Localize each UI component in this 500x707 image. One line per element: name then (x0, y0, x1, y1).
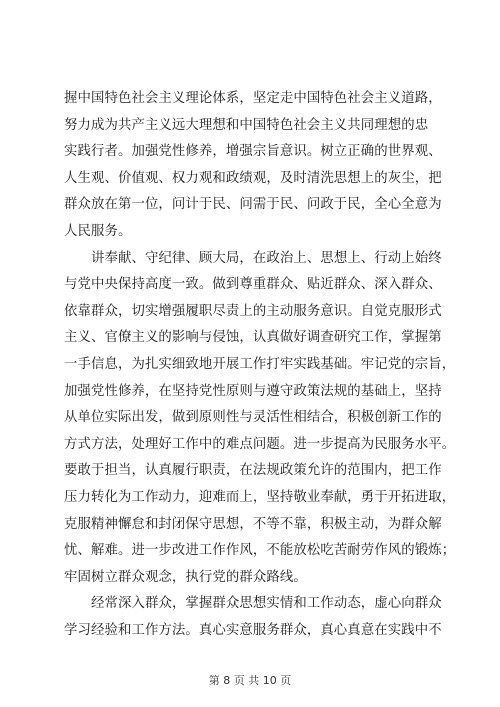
text-line: 克服精神懈怠和封闭保守思想，不等不靠，积极主动，为群众解 (64, 516, 442, 532)
text-line: 从单位实际出发，做到原则性与灵活性相结合，积极创新工作的 (64, 410, 442, 426)
body-text (64, 86, 456, 644)
text-line: 努力成为共产主义远大理想和中国特色社会主义共同理想的忠 (64, 117, 429, 133)
text-line: 要敢于担当，认真履行职责，在法规政策允许的范围内，把工作 (64, 463, 442, 479)
text-line: 主义、官僚主义的影响与侵蚀，认真做好调查研究工作，掌握第 (64, 330, 442, 346)
text-line: 忧、解难。进一步改进工作作风，不能放松吃苦耐劳作风的锻炼； (64, 543, 456, 559)
text-line: 群众放在第一位，问计于民、问需于民、问政于民，全心全意为 (64, 197, 442, 213)
text-line: 经常深入群众，掌握群众思想实情和工作动态，虚心向群众 (91, 596, 442, 612)
text-line: 人生观、价值观、权力观和政绩观，及时清洗思想上的灰尘，把 (64, 170, 442, 186)
text-line: 学习经验和工作方法。真心实意服务群众，真心真意在实践中不 (64, 622, 442, 638)
text-line: 人民服务。 (64, 223, 132, 239)
text-line: 一手信息，为扎实细致地开展工作打牢实践基础。牢记党的宗旨， (64, 356, 456, 372)
page-footer: 第 8 页 共 10 页 (208, 674, 292, 687)
text-line: 方式方法，处理好工作中的难点问题。进一步提高为民服务水平。 (64, 436, 456, 452)
text-line: 实践行者。加强党性修养，增强宗旨意识。树立正确的世界观、 (64, 144, 442, 160)
text-line: 加强党性修养，在坚持党性原则与遵守政策法规的基础上，坚持 (64, 383, 442, 399)
text-line: 压力转化为工作动力，迎难而上，坚持敬业奉献，勇于开拓进取， (64, 489, 456, 505)
text-line: 握中国特色社会主义理论体系，坚定走中国特色社会主义道路， (64, 91, 442, 106)
text-line: 与党中央保持高度一致。做到尊重群众、贴近群众、深入群众、 (64, 277, 442, 293)
text-line: 牢固树立群众观念，执行党的群众路线。 (64, 569, 307, 585)
text-line: 讲奉献、守纪律、顾大局，在政治上、思想上、行动上始终 (91, 250, 442, 266)
text-line: 依靠群众，切实增强履职尽责上的主动服务意识。自觉克服形式 (64, 303, 442, 319)
